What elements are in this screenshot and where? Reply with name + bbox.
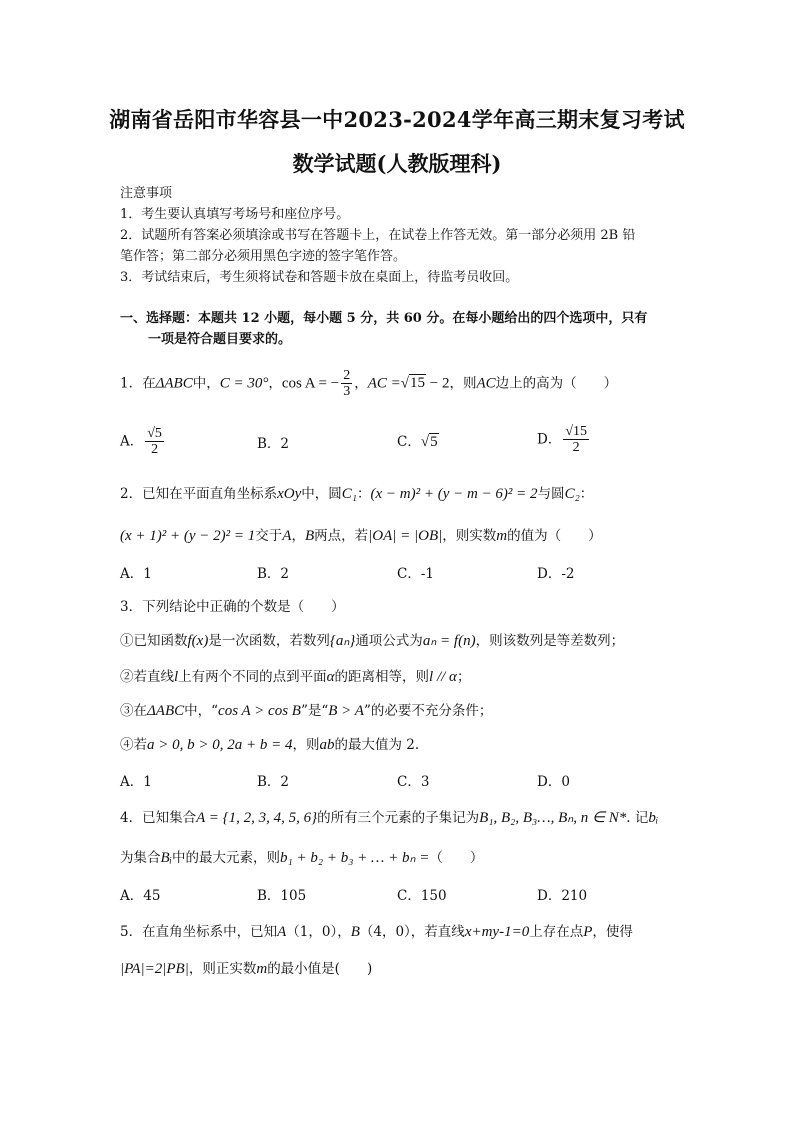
option-c[interactable]: C．√5 — [397, 434, 438, 450]
statement-2: ②若直线l上有两个不同的点到平面α的距离相等，则l // α； — [120, 669, 471, 685]
statement-4: ④若a > 0, b > 0, 2a + b = 4，则ab的最大值为 2. — [120, 737, 420, 753]
question-2-stem: 2．已知在平面直角坐标系xOy中，圆C₁：(x − m)² + (y − m − 6)² = 2与圆C₂： — [120, 486, 594, 502]
question-1-stem: 1．在ΔABC中，C = 30°，cos A = − $\frac{2}{3}$ ，AC =√15 − 2，则AC边上的高为（ ） — [120, 368, 618, 400]
exam-title: 湖南省岳阳市华容县一中2023-2024学年高三期末复习考试 — [109, 107, 685, 132]
option-a[interactable]: A．1 — [120, 566, 152, 582]
question-3-stem: 3．下列结论中正确的个数是（ ） — [120, 599, 345, 615]
fraction: $\frac{2}{3}$ — [343, 368, 351, 400]
option-a[interactable]: A．45 — [120, 888, 161, 904]
notes-heading: 注意事项 — [120, 186, 173, 201]
statement-3: ③在ΔABC中，“cos A > cos B”是“B > A”的必要不充分条件； — [120, 703, 493, 719]
question-5-stem-cont: |PA|=2|PB|，则正实数m的最小值是( ) — [120, 961, 373, 977]
option-d[interactable]: D． $\frac{√15}{2}$ — [537, 424, 588, 456]
note-item: 2．试题所有答案必须填涂或书写在答题卡上，在试卷上作答无效。第一部分必须用 2B 铅 — [120, 228, 636, 243]
statement-1: ①已知函数f(x)是一次函数，若数列{aₙ}通项公式为aₙ = f(n)，则该数列是等差数列； — [120, 633, 625, 649]
note-item: 1．考生要认真填写考场号和座位序号。 — [120, 207, 350, 222]
option-c[interactable]: C．-1 — [397, 566, 434, 582]
option-b[interactable]: B．105 — [257, 888, 307, 904]
question-5-stem: 5．在直角坐标系中，已知A（1，0），B（4，0），若直线x+my-1=0上存在点P，使得 — [120, 924, 633, 940]
note-item: 3．考试结束后，考生须将试卷和答题卡放在桌面上，待监考员收回。 — [120, 270, 519, 285]
option-c[interactable]: C．3 — [397, 774, 430, 790]
note-item: 笔作答；第二部分必须用黑色字迹的签字笔作答。 — [120, 249, 407, 264]
exam-subtitle: 数学试题(人教版理科) — [292, 151, 502, 176]
question-4-stem: 4．已知集合A = {1, 2, 3, 4, 5, 6}的所有三个元素的子集记为B₁, B₂, B₃…, Bₙ, n ∈ N*. 记bᵢ — [120, 810, 659, 826]
option-d[interactable]: D．0 — [537, 774, 570, 790]
option-d[interactable]: D．-2 — [537, 566, 575, 582]
question-4-stem-cont: 为集合Bᵢ中的最大元素，则b₁ + b₂ + b₃ + … + bₙ =（ ） — [120, 850, 484, 866]
option-d[interactable]: D．210 — [537, 888, 588, 904]
section-heading: 一、选择题：本题共 12 小题，每小题 5 分，共 60 分。在每小题给出的四个选项中，只有 — [120, 311, 648, 326]
option-b[interactable]: B．2 — [257, 566, 290, 582]
option-c[interactable]: C．150 — [397, 888, 447, 904]
sqrt: √15 — [400, 375, 425, 392]
option-b[interactable]: B．2 — [257, 436, 290, 452]
option-a[interactable]: A．1 — [120, 774, 152, 790]
question-2-stem-cont: (x + 1)² + (y − 2)² = 1交于A，B两点，若|OA| = |OB|，则实数m的值为（ ） — [120, 528, 602, 544]
option-a[interactable]: A． $\frac{√5}{2}$ — [120, 426, 162, 458]
section-heading-cont: 一项是符合题目要求的。 — [148, 332, 292, 347]
option-b[interactable]: B．2 — [257, 774, 290, 790]
